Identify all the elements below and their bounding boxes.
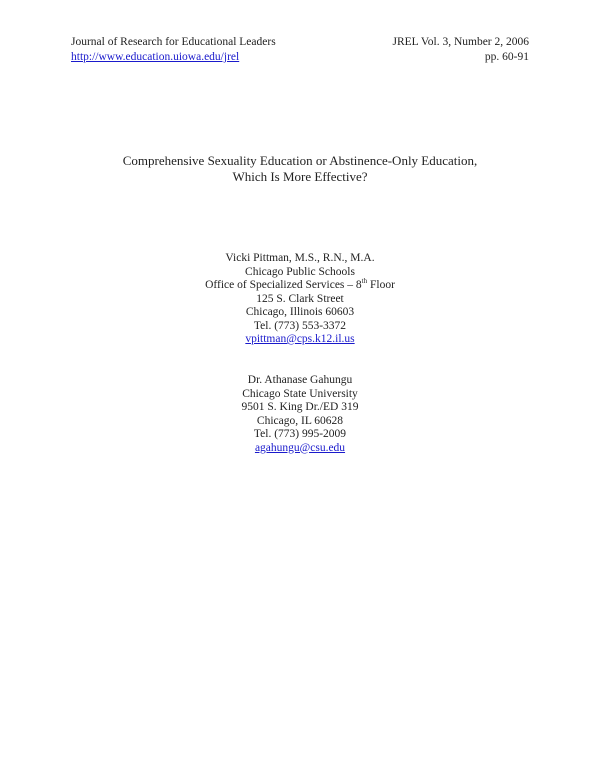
volume-info: JREL Vol. 3, Number 2, 2006 [392, 36, 529, 48]
title-line-1: Comprehensive Sexuality Education or Abstinence-Only Education, [122, 153, 478, 168]
author-city: Chicago, Illinois 60603 [245, 306, 355, 318]
journal-name: Journal of Research for Educational Leaders [71, 36, 276, 48]
author-email-link[interactable]: vpittman@cps.k12.il.us [245, 333, 355, 345]
author-street: 125 S. Clark Street [256, 292, 344, 305]
header-left [71, 35, 276, 65]
author-email-link[interactable]: agahungu@csu.edu [254, 441, 346, 454]
author-street: 9501 S. King Dr./ED 319 [241, 401, 359, 413]
paper-title [0, 153, 600, 185]
header-right [392, 35, 529, 65]
office-suffix: Floor [367, 279, 395, 291]
author-block-1 [0, 252, 600, 347]
journal-url-link[interactable]: http://www.education.uiowa.edu/jrel [71, 51, 240, 63]
author-name: Dr. Athanase Gahungu [247, 374, 353, 386]
page-range: pp. 60-91 [484, 51, 529, 63]
author-telephone: Tel. (773) 553-3372 [253, 319, 347, 332]
author-organization: Chicago State University [242, 387, 358, 400]
office-prefix: Office of Specialized Services – 8 [205, 279, 362, 291]
author-office [0, 279, 600, 293]
author-block-2 [0, 374, 600, 455]
office-floor-superscript: th [361, 277, 368, 286]
author-organization: Chicago Public Schools [245, 265, 355, 278]
title-line-2: Which Is More Effective? [232, 169, 368, 184]
author-name: Vicki Pittman, M.S., R.N., M.A. [225, 252, 375, 264]
author-city: Chicago, IL 60628 [256, 414, 344, 427]
author-telephone: Tel. (773) 995-2009 [253, 428, 347, 440]
